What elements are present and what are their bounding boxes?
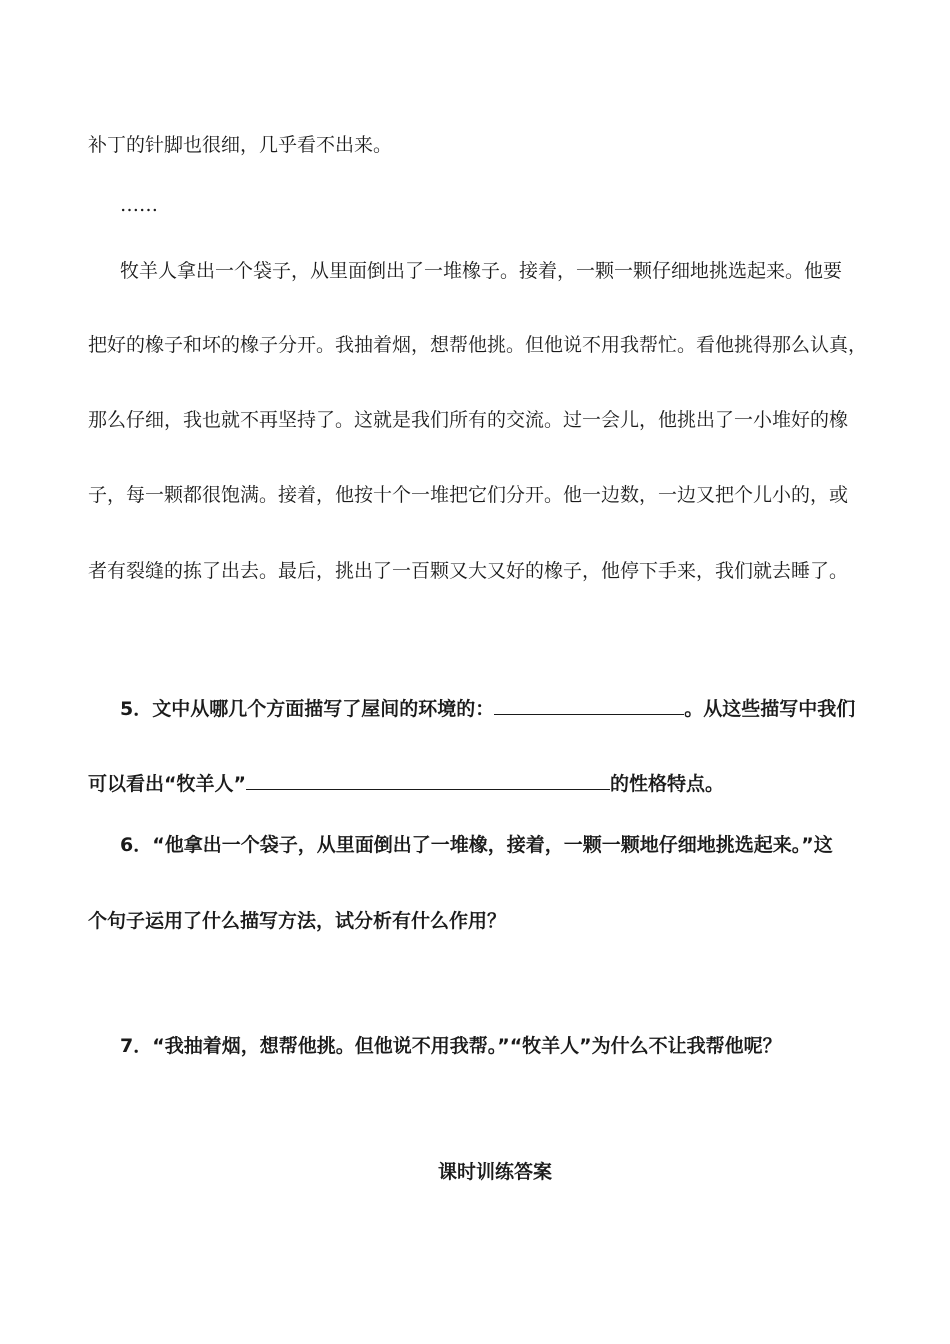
question-6-line-2: 个句子运用了什么描写方法，试分析有什么作用？ (88, 910, 507, 932)
question-5-text-c: 可以看出“牧羊人” (88, 773, 246, 795)
question-7: 7．“我抽着烟，想帮他挑。但他说不用我帮。”“牧羊人”为什么不让我帮他呢？ (120, 1035, 782, 1057)
question-5-line-2 (88, 771, 724, 796)
passage-line-1: 补丁的针脚也很细，几乎看不出来。 (88, 134, 393, 156)
paragraph-line: 那么仔细，我也就不再坚持了。这就是我们所有的交流。过一会儿，他挑出了一小堆好的橡 (88, 409, 849, 431)
question-5-line-1 (120, 696, 855, 721)
question-5-text-d: 的性格特点。 (609, 773, 724, 795)
question-5-text-a: 5．文中从哪几个方面描写了屋间的环境的： (120, 698, 495, 720)
answers-heading: 课时训练答案 (437, 1161, 552, 1183)
passage-ellipsis: …… (120, 194, 158, 216)
question-5-text-b: 。从这些描写中我们 (684, 698, 856, 720)
paragraph-line: 者有裂缝的拣了出去。最后，挑出了一百颗又大又好的橡子，他停下手来，我们就去睡了。 (88, 560, 849, 582)
paragraph-line: 把好的橡子和坏的橡子分开。我抽着烟，想帮他挑。但他说不用我帮忙。看他挑得那么认真， (88, 334, 868, 356)
answer-blank-2[interactable] (246, 771, 610, 790)
question-6-line-1: 6．“他拿出一个袋子，从里面倒出了一堆橡，接着，一颗一颗地仔细地挑选起来。”这 (120, 834, 833, 856)
answer-blank-1[interactable] (494, 696, 684, 715)
paragraph-line: 牧羊人拿出一个袋子，从里面倒出了一堆橡子。接着，一颗一颗仔细地挑选起来。他要 (120, 260, 843, 282)
paragraph-line: 子，每一颗都很饱满。接着，他按十个一堆把它们分开。他一边数，一边又把个儿小的，或 (88, 484, 849, 506)
